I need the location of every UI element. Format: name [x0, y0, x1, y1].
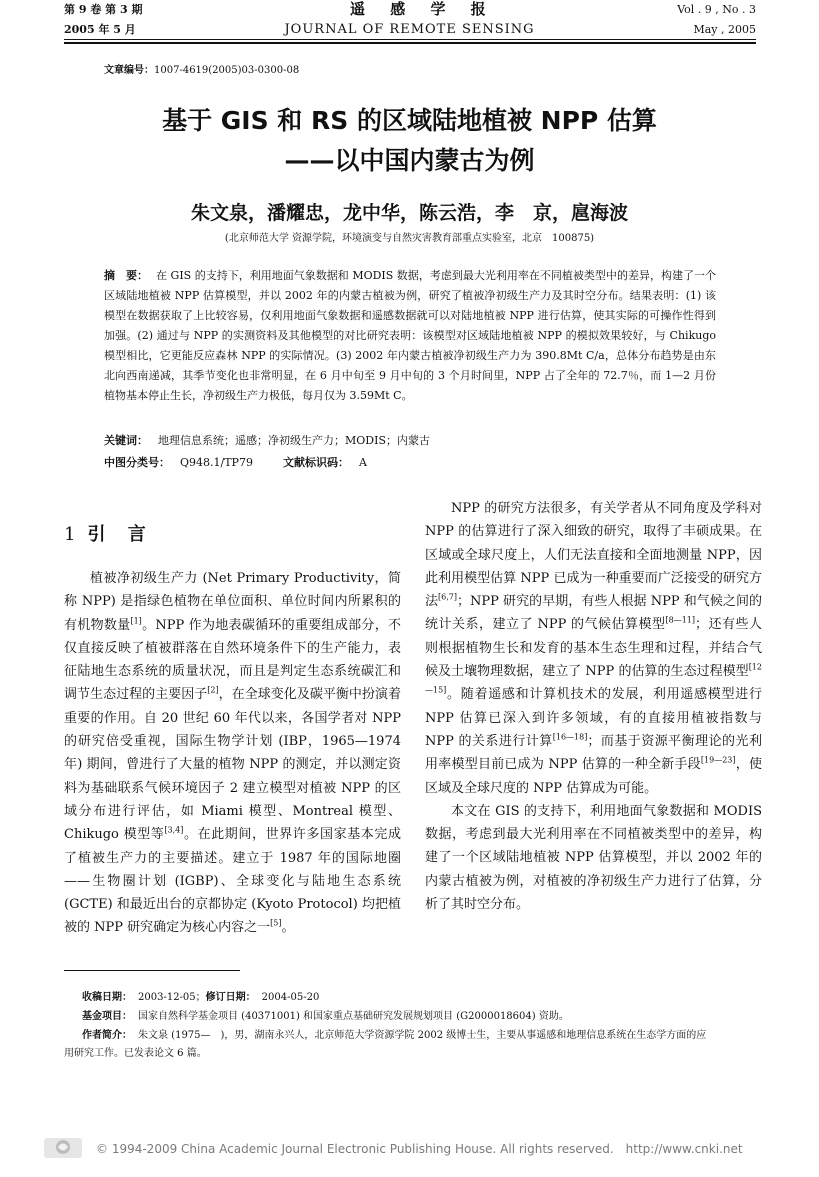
paper-title: 基于 GIS 和 RS 的区域陆地植被 NPP 估算 — [162, 106, 657, 135]
citation: [16—18] — [552, 732, 588, 742]
paper-subtitle: ——以中国内蒙古为例 — [284, 146, 535, 175]
text-run: 。随着遥感和计算机技术的发展，利用遥感模型进行 NPP 估算已深入到许多领域，有的直接用植被指数与 NPP 的关系进行计算 — [425, 687, 762, 749]
header-journal-cn: 遥 感 学 报 — [350, 0, 496, 18]
revised-label: 修订日期： — [205, 992, 256, 1003]
doc-code-label: 文献标识码： — [282, 456, 349, 469]
header-rule-top — [64, 39, 756, 40]
citation: [2] — [207, 686, 219, 696]
citation: [19—23] — [700, 755, 736, 765]
received-label: 收稿日期： — [82, 992, 132, 1003]
header-date-en: May , 2005 — [693, 23, 756, 36]
text-run: 。NPP 作为地表碳循环的重要组成部分，不仅直接反映了植被群落在自然环境条件下的生产能力，表征陆地生态系统的质量状况，而且是判定生态系统碳汇和调节生态过程的主要因子 — [64, 617, 401, 703]
citation: [1] — [130, 616, 142, 626]
keywords — [104, 433, 430, 449]
revised-date: 2004-05-20 — [261, 992, 320, 1003]
citation: [3,4] — [164, 825, 184, 835]
text-run: ，在全球变化及碳平衡中扮演着重要的作用。自 20 世纪 60 年代以来，各国学者对 NPP 的研究倍受重视，国际生物学计划 (IBP，1965—1974 年) 期间，曾进行了大量的植物 NPP 的测定，并以测定资料为基础联系气候环境因子 2 建立模型对植被 NPP 的区域分布进行评估，如 Miami 模型、Montreal 模型、Chikugo 模型等 — [64, 687, 401, 843]
clc-label: 中图分类号： — [104, 456, 170, 469]
intro-paragraph-1 — [64, 567, 401, 940]
text-run: ，使区域及全球尺度的 NPP 估算成为可能。 — [425, 757, 762, 796]
article-number — [104, 61, 299, 76]
classification — [104, 455, 367, 471]
citation: [12—15] — [425, 662, 762, 696]
section-title: 引 言 — [87, 524, 154, 545]
text-run: 。 — [281, 920, 295, 936]
section-heading — [64, 520, 154, 546]
keywords-label: 关键词： — [104, 434, 148, 447]
abstract — [104, 266, 716, 406]
received-date: 2003-12-05； — [138, 992, 206, 1003]
text-run: 植被净初级生产力 (Net Primary Productivity，简称 NPP) 是指绿色植物在单位面积、单位时间内所累积的有机物数量 — [64, 571, 401, 633]
body-left-column — [64, 567, 401, 940]
citation: [6,7] — [438, 592, 458, 602]
author-bio-text: 朱文泉 (1975— )，男，湖南永兴人，北京师范大学资源学院 2002 级博士生，主要从事遥感和地理信息系统在生态学方面的应 — [138, 1030, 707, 1041]
article-number-value: 1007-4619(2005)03-0300-08 — [154, 65, 300, 76]
publisher-logo-icon — [44, 1136, 84, 1160]
fund-label: 基金项目： — [82, 1011, 132, 1022]
citation: [8—11] — [665, 616, 696, 626]
body-right-column — [425, 497, 762, 916]
intro-paragraph-3: 本文在 GIS 的支持下，利用地面气象数据和 MODIS 数据，考虑到最大光利用率在不同植被类型中的差异，构建了一个区域陆地植被 NPP 估算模型，并以 2002 年的内蒙古植被为例，对植被的净初级生产力进行了估算，分析了其时空分布。 — [425, 803, 762, 913]
footnote-author — [64, 1027, 764, 1063]
footnote-funding — [82, 1008, 782, 1026]
citation: [5] — [270, 919, 282, 929]
doc-code-value: A — [358, 456, 367, 469]
author-bio-label: 作者简介： — [82, 1030, 132, 1041]
author-list: 朱文泉，潘耀忠，龙中华，陈云浩，李 京，扈海波 — [190, 202, 628, 224]
clc-value: Q948.1/TP79 — [180, 456, 253, 469]
fund-text: 国家自然科学基金项目 (40371001) 和国家重点基础研究发展规划项目 (G2000018604) 资助。 — [138, 1011, 569, 1022]
author-bio-text-cont: 用研究工作。已发表论文 6 篇。 — [64, 1048, 207, 1059]
article-number-label: 文章编号： — [104, 65, 154, 76]
footnote-dates — [82, 989, 782, 1007]
header-rule-bottom — [64, 42, 756, 44]
abstract-label: 摘 要： — [104, 269, 149, 282]
copyright-text: © 1994-2009 China Academic Journal Electronic Publishing House. All rights reserved. http://www.cnki.net — [96, 1142, 743, 1156]
section-number: 1 — [64, 524, 76, 545]
header-volume-en: Vol . 9 , No . 3 — [677, 3, 756, 16]
header-date: 2005 年 5 月 — [64, 23, 136, 36]
text-run: ；NPP 研究的早期，有些人根据 NPP 和气候之间的统计关系，建立了 NPP 的气候估算模型 — [425, 594, 762, 633]
text-run: NPP 的研究方法很多，有关学者从不同角度及学科对 NPP 的估算进行了深入细致的研究，取得了丰硕成果。在区域或全球尺度上，人们无法直接和全面地测量 NPP，因此利用模型估算 NPP 已成为一种重要而广泛接受的研究方法 — [425, 501, 762, 610]
text-run: 。在此期间，世界许多国家基本完成了植被生产力的主要描述。建立于 1987 年的国际地圈——生物圈计划 (IGBP)、全球变化与陆地生态系统 (GCTE) 和最近出台的京都协定 (Kyoto Protocol) 均把植被的 NPP 研究确定为核心内容之一 — [64, 827, 401, 936]
affiliation: (北京师范大学 资源学院，环境演变与自然灾害教育部重点实验室，北京 100875) — [224, 233, 595, 244]
header-journal-en: JOURNAL OF REMOTE SENSING — [284, 22, 535, 37]
intro-paragraph-2 — [425, 497, 762, 800]
keywords-value: 地理信息系统；遥感；净初级生产力；MODIS；内蒙古 — [158, 434, 430, 447]
header-volume: 第 9 卷 第 3 期 — [64, 3, 143, 16]
text-run: ；还有些人则根据植物生长和发育的基本生态生理和过程，并结合气候及土壤物理数据，建立了 NPP 的估算的生态过程模型 — [425, 617, 762, 680]
footnote-rule — [64, 970, 240, 971]
text-run: ；而基于资源平衡理论的光利用率模型目前已成为 NPP 估算的一种全新手段 — [425, 733, 762, 773]
abstract-text: 在 GIS 的支持下，利用地面气象数据和 MODIS 数据，考虑到最大光利用率在不同植被类型中的差异，构建了一个区域陆地植被 NPP 估算模型，并以 2002 年的内蒙古植被为例，研究了植被净初级生产力及其时空分布。结果表明：(1) 该模型在数据获取了上比较容易，仅利用地面气象数据和遥感数据就可以对陆地植被 NPP 进行估算，使其实际的可操作性得到加强。(2) 通过与 NPP 的实测资料及其他模型的对比研究表明：该模型对区域陆地植被 NPP 的模拟效果较好，与 Chikugo 模型相比，它更能反应森林 NPP 的实际情况。(3) 2002 年内蒙古植被净初级生产力为 390.8Mt C/a，总体分布趋势是由东北向西南递减，其季节变化也非常明显，在 6 月中旬至 9 月中旬的 3 个月时间里，NPP 占了全年的 72.7％，而 1—2 月份植物基本停止生长，净初级生产力极低，每月仅为 3.59Mt C。 — [104, 269, 716, 402]
copyright-bar — [44, 1136, 764, 1160]
